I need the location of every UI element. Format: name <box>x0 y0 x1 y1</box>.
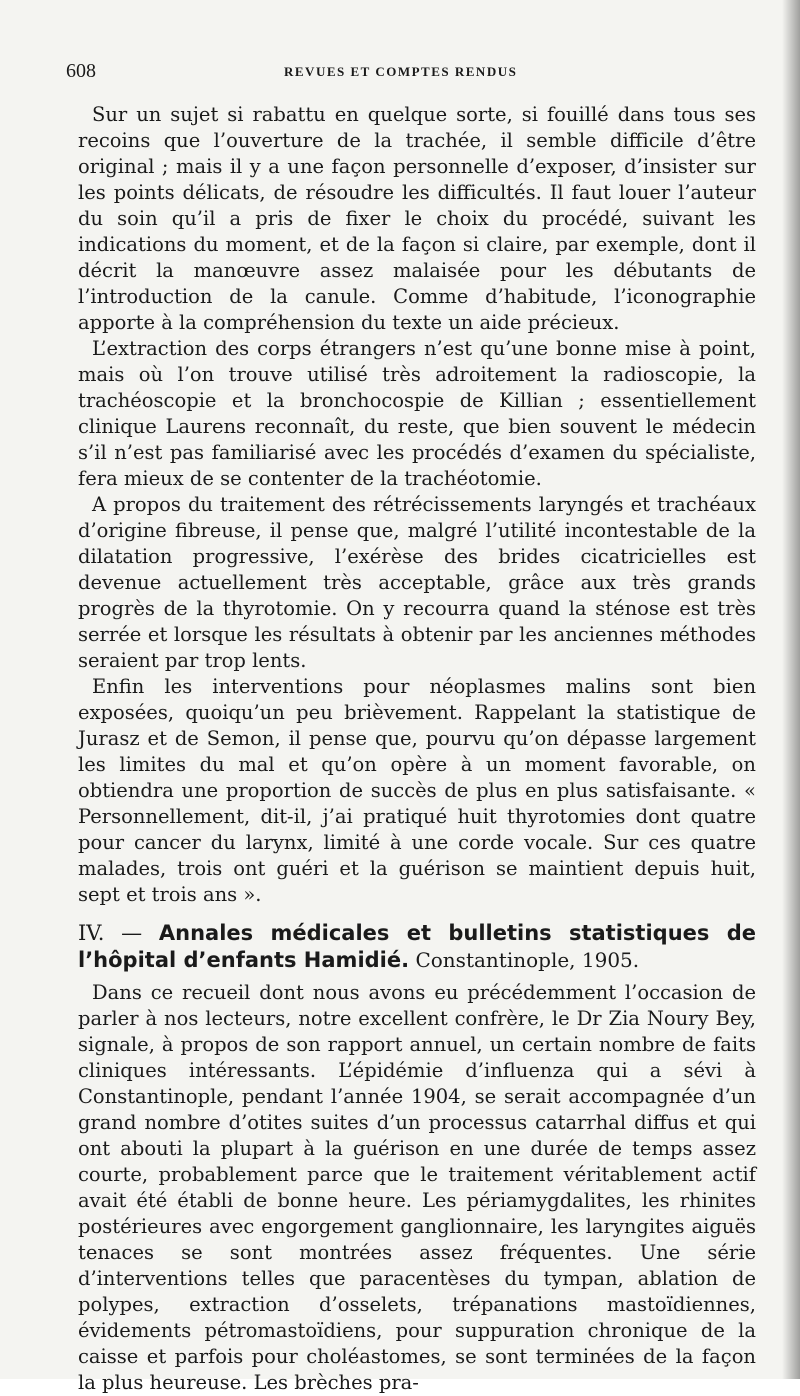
page-edge-shadow <box>782 0 800 1379</box>
paragraph-3: A propos du traitement des rétrécissements laryngés et trachéaux d’origine fibreuse, il pense que, malgré l’utilité incontestable de la dilatation progressive, l’exérèse des brides cicatricielles est devenue actuellement très acceptable, grâce aux très grands progrès de la thyrotomie. On y recourra quand la sténose est très serrée et lorsque les résultats à obtenir par les anciennes méthodes seraient par trop lents. <box>78 493 756 672</box>
page-number: 608 <box>66 60 96 82</box>
running-head <box>66 58 756 92</box>
paragraph-1: Sur un sujet si rabattu en quelque sorte, si fouillé dans tous ses recoins que l’ouverture de la trachée, il semble difficile d’être original ; mais il y a une façon personnelle d’exposer, d’insister sur les points délicats, de résoudre les difficultés. Il faut louer l’auteur du soin qu’il a pris de fixer le choix du procédé, suivant les indications du moment, et de la façon si claire, par exemple, dont il décrit la manœuvre assez malaisée pour les débutants de l’introduction de la canule. Comme d’habitude, l’iconographie apporte à la compréhension du texte un aide précieux. <box>78 103 756 334</box>
running-title: REVUES ET COMPTES RENDUS <box>284 64 518 79</box>
paragraph-2: L’extraction des corps étrangers n’est qu’une bonne mise à point, mais où l’on trouve utilisé très adroitement la radioscopie, la trachéoscopie et la bronchocospie de Killian ; essentiellement clinique Laurens reconnaît, du reste, que bien souvent le médecin s’il n’est pas familiarisé avec les procédés d’examen du spécialiste, fera mieux de se contenter de la trachéotomie. <box>78 337 756 490</box>
paragraph-4: Enfin les interventions pour néoplasmes malins sont bien exposées, quoiqu’un peu brièvement. Rappelant la statistique de Jurasz et de Semon, il pense que, pourvu qu’on dépasse largement les limites du mal et qu’on opère à un moment favorable, on obtiendra une proportion de succès de plus en plus satisfaisante. « Personnellement, dit-il, j’ai pratiqué huit thyrotomies dont quatre pour cancer du larynx, limité à une corde vocale. Sur ces quatre malades, trois ont guéri et la guérison se maintient depuis huit, sept et trois ans ». <box>78 675 756 906</box>
section-heading <box>78 920 756 974</box>
section-number: IV. — <box>78 921 159 945</box>
body-text <box>78 102 756 1396</box>
section-title: Annales médicales et bulletins statistiques de l’hôpital d’enfants Hamidié. <box>78 921 756 972</box>
section-paragraph: Dans ce recueil dont nous avons eu précédemment l’occasion de parler à nos lecteurs, notre excellent confrère, le Dr Zia Noury Bey, signale, à propos de son rapport annuel, un certain nombre de faits cliniques intéressants. L’épidémie d’influenza qui a sévi à Constantinople, pendant l’année 1904, se serait accompagnée d’un grand nombre d’otites suites d’un processus catarrhal diffus et qui ont abouti la plupart à la guérison en une durée de temps assez courte, probablement parce que le traitement véritablement actif avait été établi de bonne heure. Les périamygdalites, les rhinites postérieures avec engorgement ganglionnaire, les laryngites aiguës tenaces se sont montrées assez fréquentes. Une série d’interventions telles que paracentèses du tympan, ablation de polypes, extraction d’osselets, trépanations mastoïdiennes, évidements pétromastoïdiens, pour suppuration chronique de la caisse et parfois pour choléastomes, se sont terminées de la façon la plus heureuse. Les brèches pra- <box>78 981 756 1394</box>
section-place-date: Constantinople, 1905. <box>409 948 640 972</box>
